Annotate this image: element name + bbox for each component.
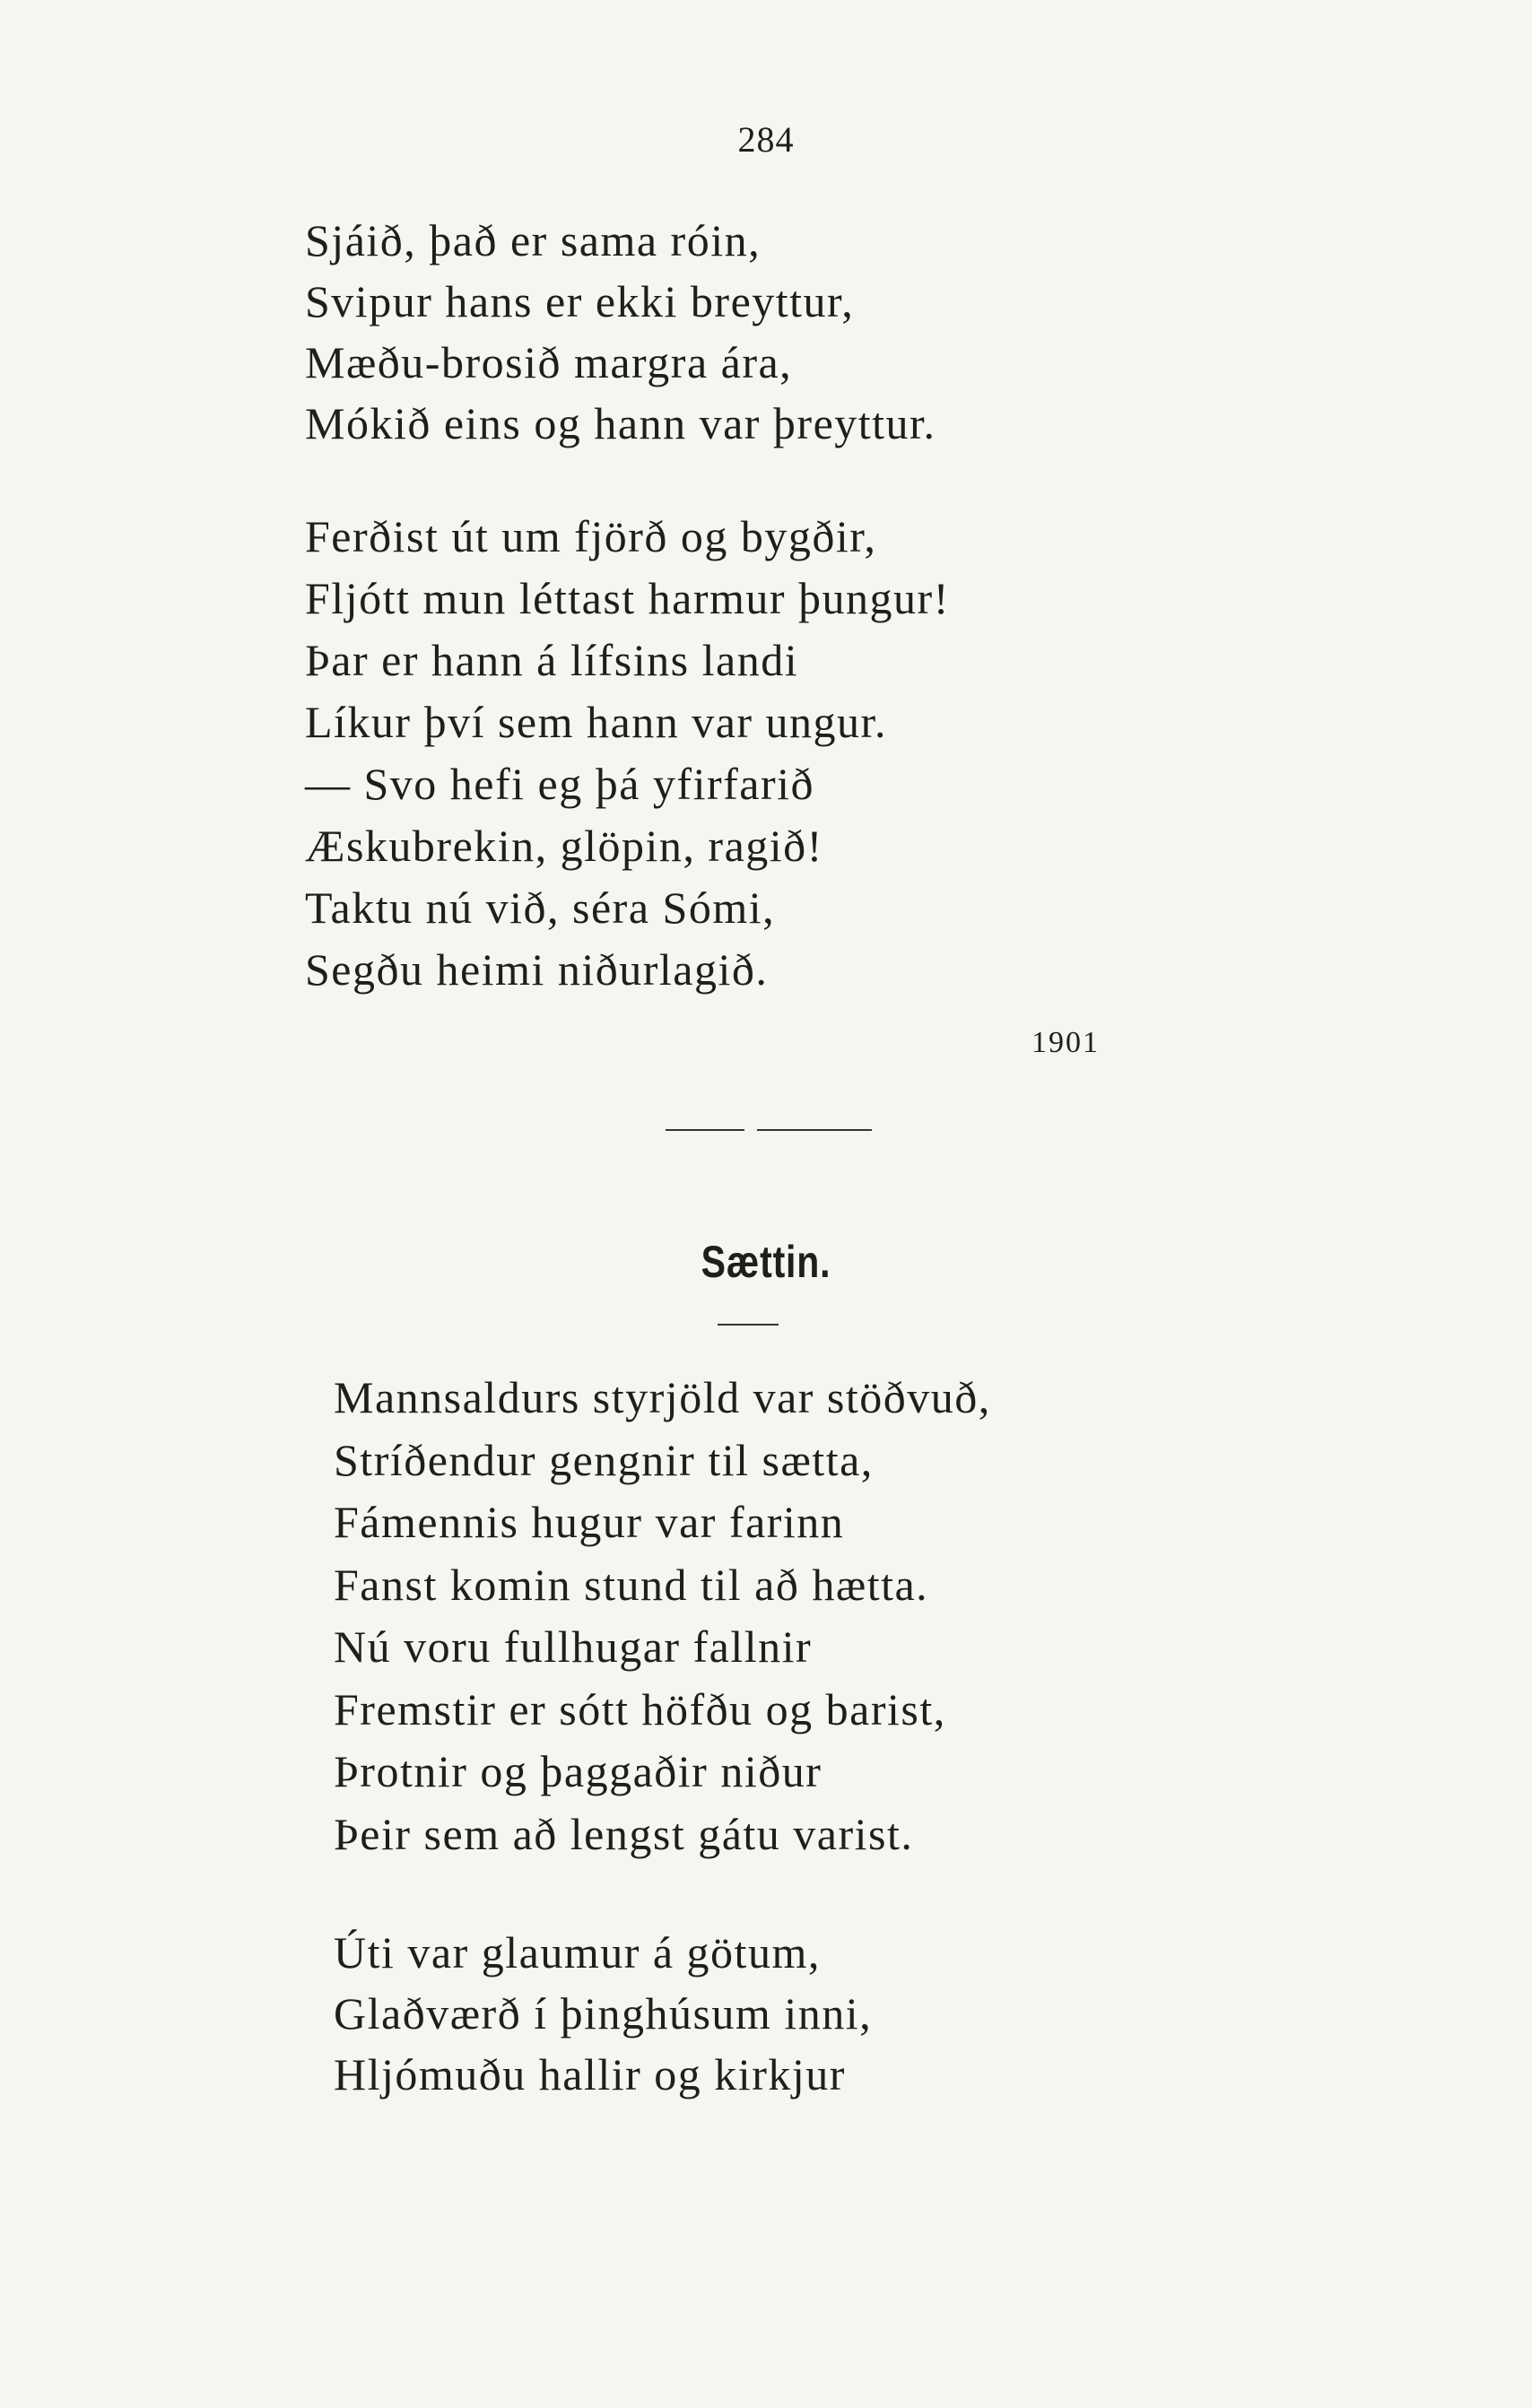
section-divider [666,1129,744,1131]
stanza [334,1367,991,1865]
verse-line: Mókið eins og hann var þreyttur. [305,398,936,448]
verse-line: Fámennis hugur var farinn [334,1497,845,1547]
verse-line: Taktu nú við, séra Sómi, [305,882,776,933]
verse-line: Líkur því sem hann var ungur. [305,697,887,747]
verse-line: Svipur hans er ekki breyttur, [305,276,855,326]
poem-title: Sættin. [701,1237,831,1287]
page-number: 284 [737,119,795,160]
stanza [334,1922,872,2105]
verse-line: Fanst komin stund til að hætta. [334,1559,929,1610]
verse-line: Þeir sem að lengst gátu varist. [334,1808,914,1859]
verse-line: — Svo hefi eg þá yfirfarið [305,759,815,809]
verse-line: Ferðist út um fjörð og bygðir, [305,511,877,561]
verse-line: Þar er hann á lífsins landi [305,635,799,685]
stanza [305,210,936,454]
verse-line: Þrotnir og þaggaðir niður [334,1746,823,1796]
verse-line: Mannsaldurs styrjöld var stöðvuð, [334,1372,991,1422]
verse-line: Glaðværð í þinghúsum inni, [334,1988,873,2039]
verse-line: Hljómuðu hallir og kirkjur [334,2049,846,2099]
verse-line: Sjáið, það er sama róin, [305,215,762,265]
verse-line: Nú voru fullhugar fallnir [334,1621,813,1672]
stanza [305,506,950,1001]
verse-line: Fljótt mun léttast harmur þungur! [305,573,950,623]
section-divider [757,1129,872,1131]
verse-line: Fremstir er sótt höfðu og barist, [334,1683,946,1734]
verse-line: Mæðu-brosið margra ára, [305,337,793,387]
verse-line: Úti var glaumur á götum, [334,1927,821,1978]
verse-line: Stríðendur gengnir til sætta, [334,1434,874,1485]
verse-line: Segðu heimi niðurlagið. [305,944,769,995]
title-rule [718,1324,779,1326]
verse-line: Æskubrekin, glöpin, ragið! [305,821,823,871]
poem-date: 1901 [1031,1026,1100,1059]
